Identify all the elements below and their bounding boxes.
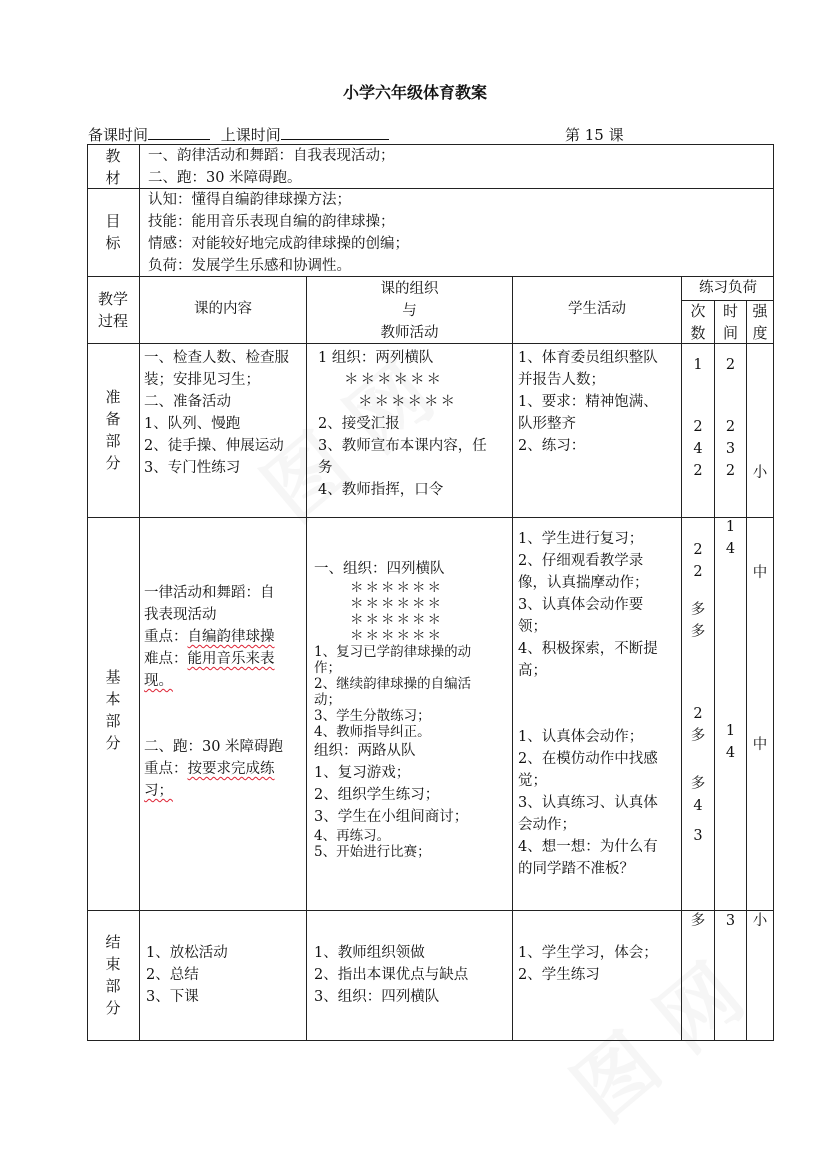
end-times: 多 <box>690 913 706 929</box>
intensity-header: 强 度 <box>752 302 768 342</box>
basic-section-label: 基 本 部 分 <box>105 668 121 752</box>
prep-times: 1 2 4 2 <box>693 357 703 479</box>
lesson-table <box>87 144 774 1041</box>
mubiao-content: 认知：懂得自编韵律球操方法； 技能：能用音乐表现自编的韵律球操； 情感：对能较好地完成韵律球操的创编； 负荷：发展学生乐感和协调性。 <box>148 192 409 274</box>
end-student: 1、学生学习，体会； 2、学生练习 <box>518 945 658 983</box>
jiaocai-content: 一、韵律活动和舞蹈：自我表现活动； 二、跑：30 米障碍跑。 <box>148 148 395 186</box>
org-header: 课的组织 与 教师活动 <box>380 281 439 341</box>
end-content: 1、放松活动 2、总结 3、下课 <box>146 945 228 1005</box>
prep-org: 1 组织：两列横队 ＊＊＊＊＊＊ ＊＊＊＊＊＊ 2、接受汇报 3、教师宣布本课内容，任 务 4、教师指挥，口令 <box>318 350 487 498</box>
student-header: 学生活动 <box>568 301 626 317</box>
end-intensity: 小 <box>752 913 768 929</box>
prep-time-field <box>88 124 389 145</box>
end-section-label: 结 束 部 分 <box>105 933 121 1017</box>
duration-header: 时 间 <box>722 302 738 342</box>
prep-section-label: 准 备 部 分 <box>105 388 121 472</box>
end-duration: 3 <box>725 913 736 929</box>
content-header: 课的内容 <box>194 301 252 317</box>
page-title: 小学六年级体育教案 <box>342 83 487 102</box>
prep-content: 一、检查人数、检查服 装；安排见习生； 二、准备活动 1、队列、慢跑 2、徒手操、伸展运动 3、专门性练习 <box>144 350 289 476</box>
basic-times: 2 2 多 多 2 多 多 4 3 <box>690 542 706 844</box>
basic-content: 一律活动和舞蹈：自 我表现活动 重点：自编韵律球操 难点：能用音乐来表 现。 二、跑：30 米障碍跑 重点：按要求完成练 习； <box>144 585 284 799</box>
times-header: 次 数 <box>690 302 706 342</box>
basic-duration: 1 4 1 4 <box>725 519 736 761</box>
prep-time-blank <box>148 125 210 140</box>
end-org: 1、教师组织领做 2、指出本课优点与缺点 3、组织：四列横队 <box>314 945 469 1005</box>
process-header: 教学 过程 <box>97 290 128 330</box>
class-time-blank <box>281 125 389 140</box>
prep-time-label: 备课时间 <box>88 126 149 144</box>
load-header: 练习负荷 <box>699 280 757 296</box>
basic-intensity: 中 中 <box>752 565 768 753</box>
jiaocai-label: 教 材 <box>105 147 121 187</box>
basic-student: 1、学生进行复习； 2、仔细观看教学录 像，认真揣摩动作； 3、认真体会动作要 领； 4、积极探索，不断提 高； 1、认真体会动作； 2、在模仿动作中找感 觉； 3、认真练习、认真体 会动作； 4、想一想：为什么有 的同学踏不准板？ <box>518 531 658 877</box>
prep-duration: 2 2 3 2 <box>725 357 736 479</box>
class-time-label: 上课时间 <box>220 126 281 144</box>
prep-intensity: 小 <box>752 465 768 481</box>
mubiao-label: 目 标 <box>105 212 121 252</box>
lesson-number: 第 15 课 <box>565 126 624 144</box>
prep-student: 1、体育委员组织整队 并报告人数； 1、要求：精神饱满、 队形整齐 2、练习： <box>518 350 658 454</box>
basic-org: 一、组织：四列横队 ＊＊＊＊＊＊ ＊＊＊＊＊＊ ＊＊＊＊＊＊ ＊＊＊＊＊＊ 1、复习已学韵律球操的动 作； 2、继续韵律球操的自编活 动； 3、学生分散练习； 4、教师指导纠正。 组织：两路从队 1、复习游戏； 2、组织学生练习； 3、学生在小组间商讨； 4、再练习。 5、开始进行比赛； <box>314 561 472 860</box>
